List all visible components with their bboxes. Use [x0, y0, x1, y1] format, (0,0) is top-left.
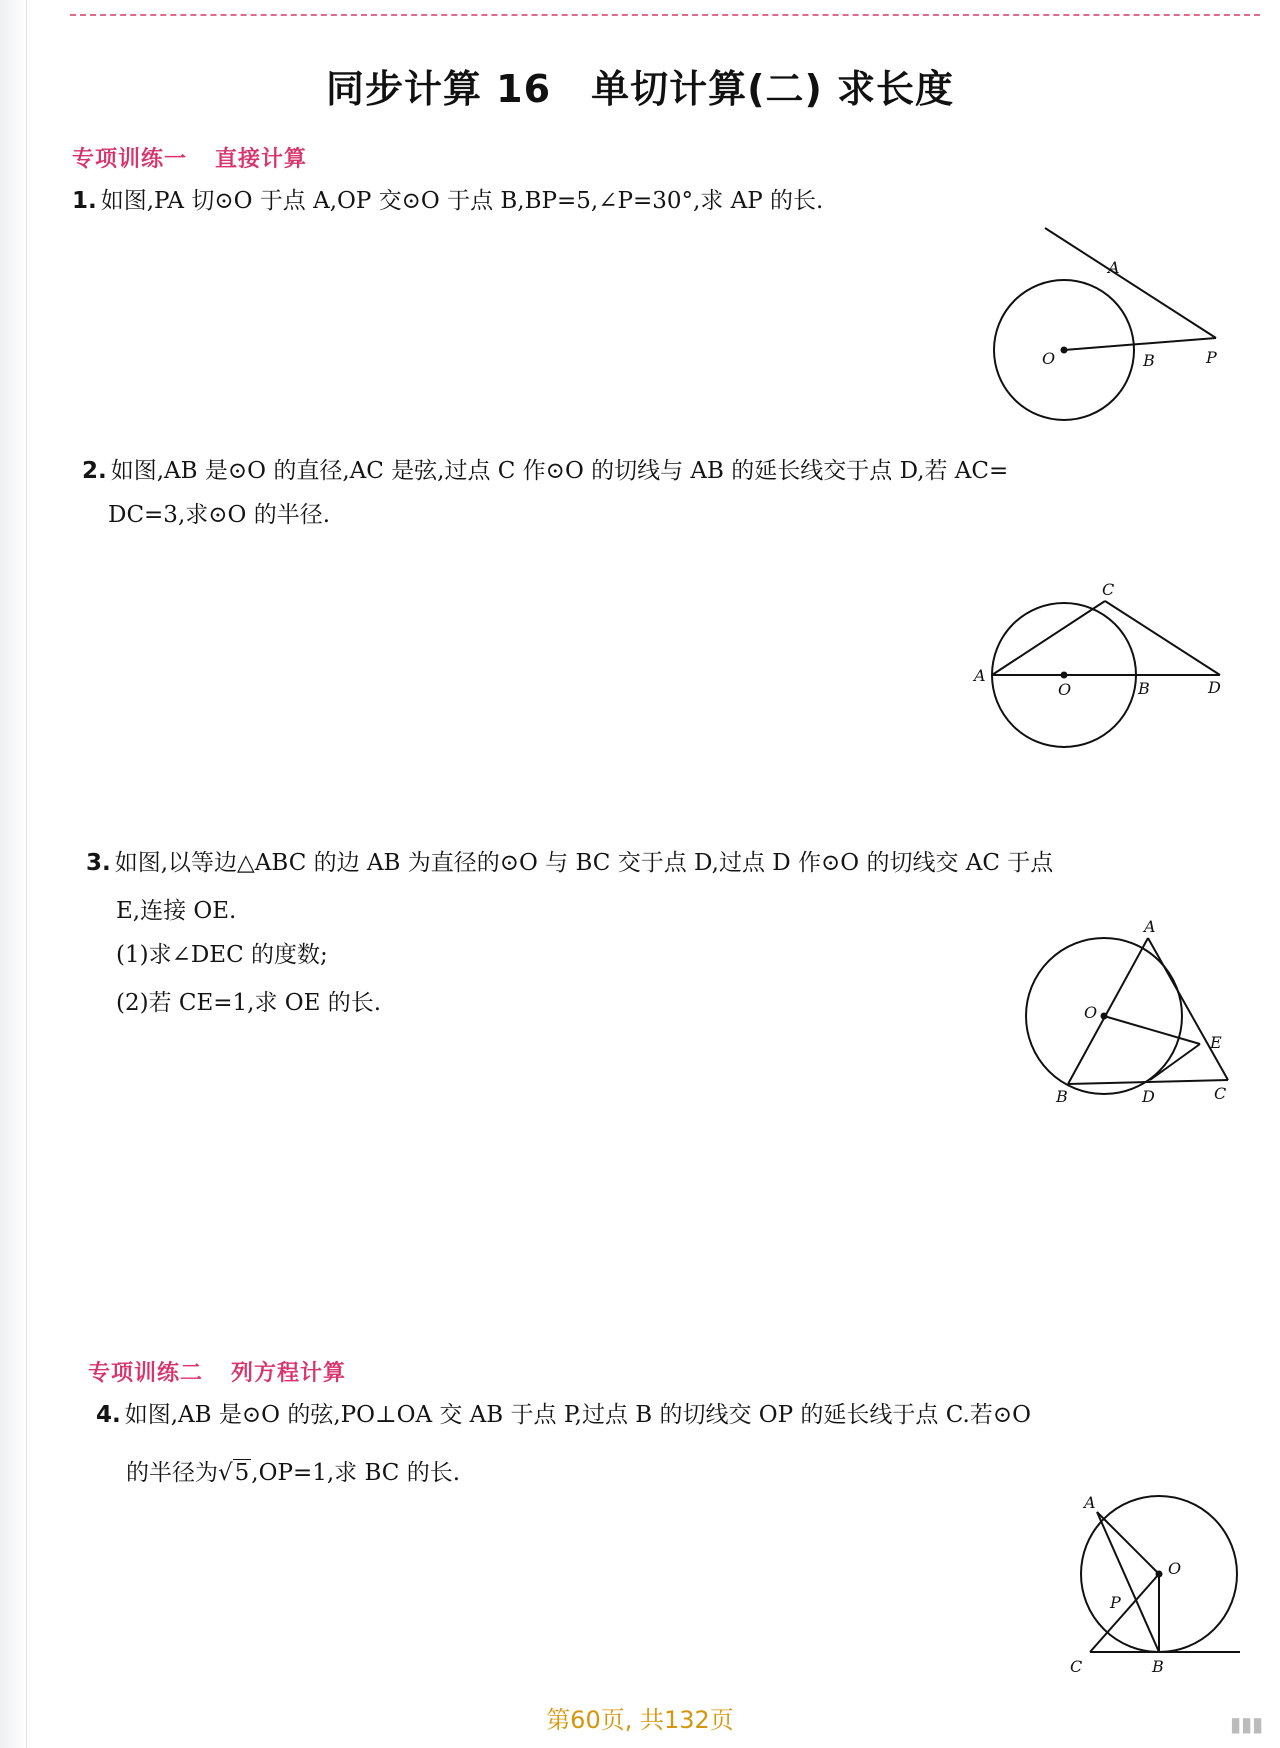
section1-label: 专项训练一	[72, 147, 188, 172]
page-title	[0, 58, 1280, 113]
question-1	[72, 186, 823, 216]
question-3-sub2: (2)若 CE=1,求 OE 的长.	[116, 990, 382, 1016]
figure-1	[960, 230, 1230, 430]
fig2-label-A: A	[974, 666, 986, 685]
fig4-label-B: B	[1152, 1657, 1164, 1676]
scan-corner-mark: ▮▮▮	[1230, 1712, 1264, 1736]
page-footer: 第60页, 共132页	[546, 1706, 734, 1734]
question-3-cont	[116, 896, 236, 926]
question-3-part1	[116, 940, 328, 970]
fig1-label-B: B	[1143, 351, 1155, 370]
question-4-line2b: ,OP=1,求 BC 的长.	[251, 1460, 461, 1486]
fig3-label-O: O	[1084, 1003, 1098, 1022]
fig4-label-O: O	[1168, 1559, 1182, 1578]
question-2-number: 2.	[82, 458, 107, 484]
figure-3	[1010, 917, 1250, 1120]
question-4-number: 4.	[96, 1402, 121, 1428]
section1-name: 直接计算	[215, 147, 308, 172]
question-3-sub1: (1)求∠DEC 的度数;	[116, 942, 328, 968]
question-4-line2a: 的半径为	[126, 1460, 218, 1486]
fig2-label-O: O	[1058, 680, 1072, 699]
fig1-label-P: P	[1206, 348, 1217, 367]
section2-label: 专项训练二	[88, 1361, 204, 1386]
figure-2	[960, 580, 1230, 760]
question-3-line2: E,连接 OE.	[116, 898, 237, 924]
question-2-line1: 如图,AB 是⊙O 的直径,AC 是弦,过点 C 作⊙O 的切线与 AB 的延长线交于点 D,若 AC=	[110, 458, 1009, 484]
fig4-label-A: A	[1084, 1493, 1096, 1512]
question-2	[82, 456, 1008, 486]
figure-4	[1060, 1490, 1260, 1680]
question-1-number: 1.	[72, 188, 97, 214]
sqrt-symbol: √	[218, 1460, 233, 1486]
section-heading-1	[72, 142, 307, 173]
question-3-part2	[116, 988, 381, 1018]
page-binding-edge	[0, 0, 27, 1748]
question-3-line1: 如图,以等边△ABC 的边 AB 为直径的⊙O 与 BC 交于点 D,过点 D 作⊙O 的切线交 AC 于点	[114, 850, 1054, 876]
fig3-label-B: B	[1056, 1087, 1068, 1106]
fig2-label-B: B	[1138, 679, 1150, 698]
fig3-label-C: C	[1214, 1084, 1227, 1103]
title-main: 同步计算 16	[325, 67, 552, 111]
fig3-label-A: A	[1144, 917, 1156, 936]
fig2-label-D: D	[1208, 678, 1221, 697]
fig3-label-D: D	[1142, 1087, 1155, 1106]
sqrt-value: 5	[234, 1460, 250, 1486]
title-sub: 单切计算(二) 求长度	[591, 67, 955, 111]
fig4-label-P: P	[1110, 1593, 1121, 1612]
question-4-line1: 如图,AB 是⊙O 的弦,PO⊥OA 交 AB 于点 P,过点 B 的切线交 OP 的延长线于点 C.若⊙O	[124, 1402, 1031, 1428]
fig1-label-O: O	[1042, 349, 1056, 368]
question-2-cont	[108, 500, 330, 530]
question-4	[96, 1400, 1031, 1430]
fig1-label-A: A	[1108, 258, 1120, 277]
question-3-number: 3.	[86, 850, 111, 876]
section-heading-2	[88, 1356, 346, 1387]
question-1-text: 如图,PA 切⊙O 于点 A,OP 交⊙O 于点 B,BP=5,∠P=30°,求 AP 的长.	[100, 188, 824, 214]
fig4-label-C: C	[1070, 1657, 1083, 1676]
question-3	[86, 848, 1053, 878]
question-4-cont	[126, 1458, 460, 1488]
section2-name: 列方程计算	[231, 1361, 347, 1386]
question-2-line2: DC=3,求⊙O 的半径.	[108, 502, 331, 528]
top-dashed-rule	[70, 14, 1260, 16]
fig3-label-E: E	[1210, 1033, 1222, 1052]
fig2-label-C: C	[1102, 580, 1115, 599]
